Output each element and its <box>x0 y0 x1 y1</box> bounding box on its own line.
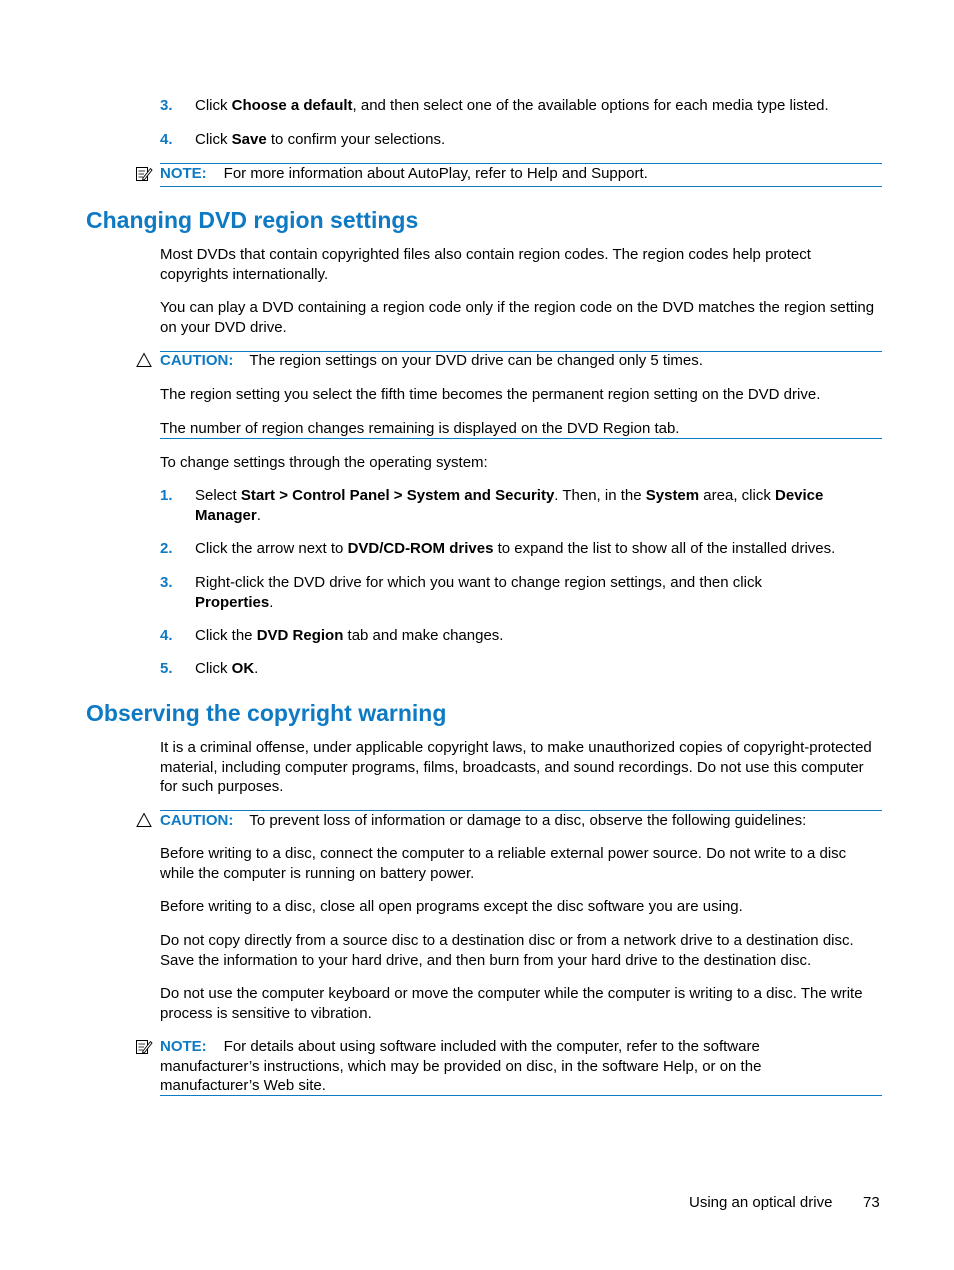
step-number: 4. <box>160 627 173 644</box>
step-text: Select Start > Control Panel > System and Security. Then, in the System area, click Device Manager. <box>195 487 824 524</box>
caution-paragraph: Do not copy directly from a source disc to a destination disc or from a network drive to a destination disc. Save the information to your hard drive, and then burn from your hard drive to the destination disc. <box>160 932 854 969</box>
note-rule-bottom <box>160 1095 882 1096</box>
intro-text: To change settings through the operating system: <box>160 454 488 471</box>
paragraph: Most DVDs that contain copyrighted files also contain region codes. The region codes help protect copyrights internationally. <box>160 246 811 283</box>
caution-label: CAUTION: <box>160 812 234 829</box>
step-number: 4. <box>160 131 173 148</box>
caution-triangle-icon <box>135 351 153 369</box>
caution-text: To prevent loss of information or damage to a disc, observe the following guidelines: <box>249 812 807 829</box>
page-number: 73 <box>863 1194 880 1211</box>
step-text: Click Save to confirm your selections. <box>195 131 446 148</box>
note-block <box>160 1037 840 1096</box>
step-number: 1. <box>160 487 173 504</box>
note-rule-bottom <box>160 186 882 187</box>
footer-section-title: Using an optical drive <box>689 1194 833 1211</box>
note-label: NOTE: <box>160 165 207 182</box>
step-text: Click Choose a default, and then select one of the available options for each media type listed. <box>195 97 829 114</box>
step-number: 3. <box>160 97 173 114</box>
note-label: NOTE: <box>160 1038 207 1055</box>
step-text: Right-click the DVD drive for which you want to change region settings, and then click Properties. <box>195 574 762 611</box>
note-pencil-icon <box>135 1038 153 1056</box>
caution-text: The region settings on your DVD drive can be changed only 5 times. <box>249 352 703 369</box>
note-text: For details about using software included with the computer, refer to the software manufacturer’s instructions, which may be provided on disc, in the software Help, or on the manufacturer’s Web site. <box>160 1038 762 1094</box>
step-text: Click OK. <box>195 660 259 677</box>
step-number: 5. <box>160 660 173 677</box>
caution-paragraph: The number of region changes remaining is displayed on the DVD Region tab. <box>160 420 680 437</box>
caution-rule-bottom <box>160 438 882 439</box>
step-number: 2. <box>160 540 173 557</box>
step-text: Click the arrow next to DVD/CD-ROM drives to expand the list to show all of the installed drives. <box>195 540 836 557</box>
caution-block <box>160 811 882 831</box>
note-block <box>160 164 882 184</box>
section-heading: Changing DVD region settings <box>86 207 419 233</box>
step-text: Click the DVD Region tab and make changes. <box>195 627 504 644</box>
caution-block <box>160 351 882 371</box>
caution-triangle-icon <box>135 811 153 829</box>
caution-paragraph: Before writing to a disc, connect the computer to a reliable external power source. Do not write to a disc while the computer is running on battery power. <box>160 845 847 882</box>
paragraph: It is a criminal offense, under applicable copyright laws, to make unauthorized copies of copyright-protected material, including computer programs, films, broadcasts, and sound recordings. Do not use this computer for such purposes. <box>160 739 872 795</box>
caution-paragraph: The region setting you select the fifth time becomes the permanent region setting on the DVD drive. <box>160 386 821 403</box>
caution-paragraph: Before writing to a disc, close all open programs except the disc software you are using. <box>160 898 743 915</box>
note-pencil-icon <box>135 165 153 183</box>
paragraph: You can play a DVD containing a region code only if the region code on the DVD matches the region setting on your DVD drive. <box>160 299 875 336</box>
step-number: 3. <box>160 574 173 591</box>
note-text: For more information about AutoPlay, refer to Help and Support. <box>223 165 648 182</box>
section-heading: Observing the copyright warning <box>86 700 447 726</box>
caution-label: CAUTION: <box>160 352 234 369</box>
caution-paragraph: Do not use the computer keyboard or move the computer while the computer is writing to a disc. The write process is sensitive to vibration. <box>160 985 863 1022</box>
